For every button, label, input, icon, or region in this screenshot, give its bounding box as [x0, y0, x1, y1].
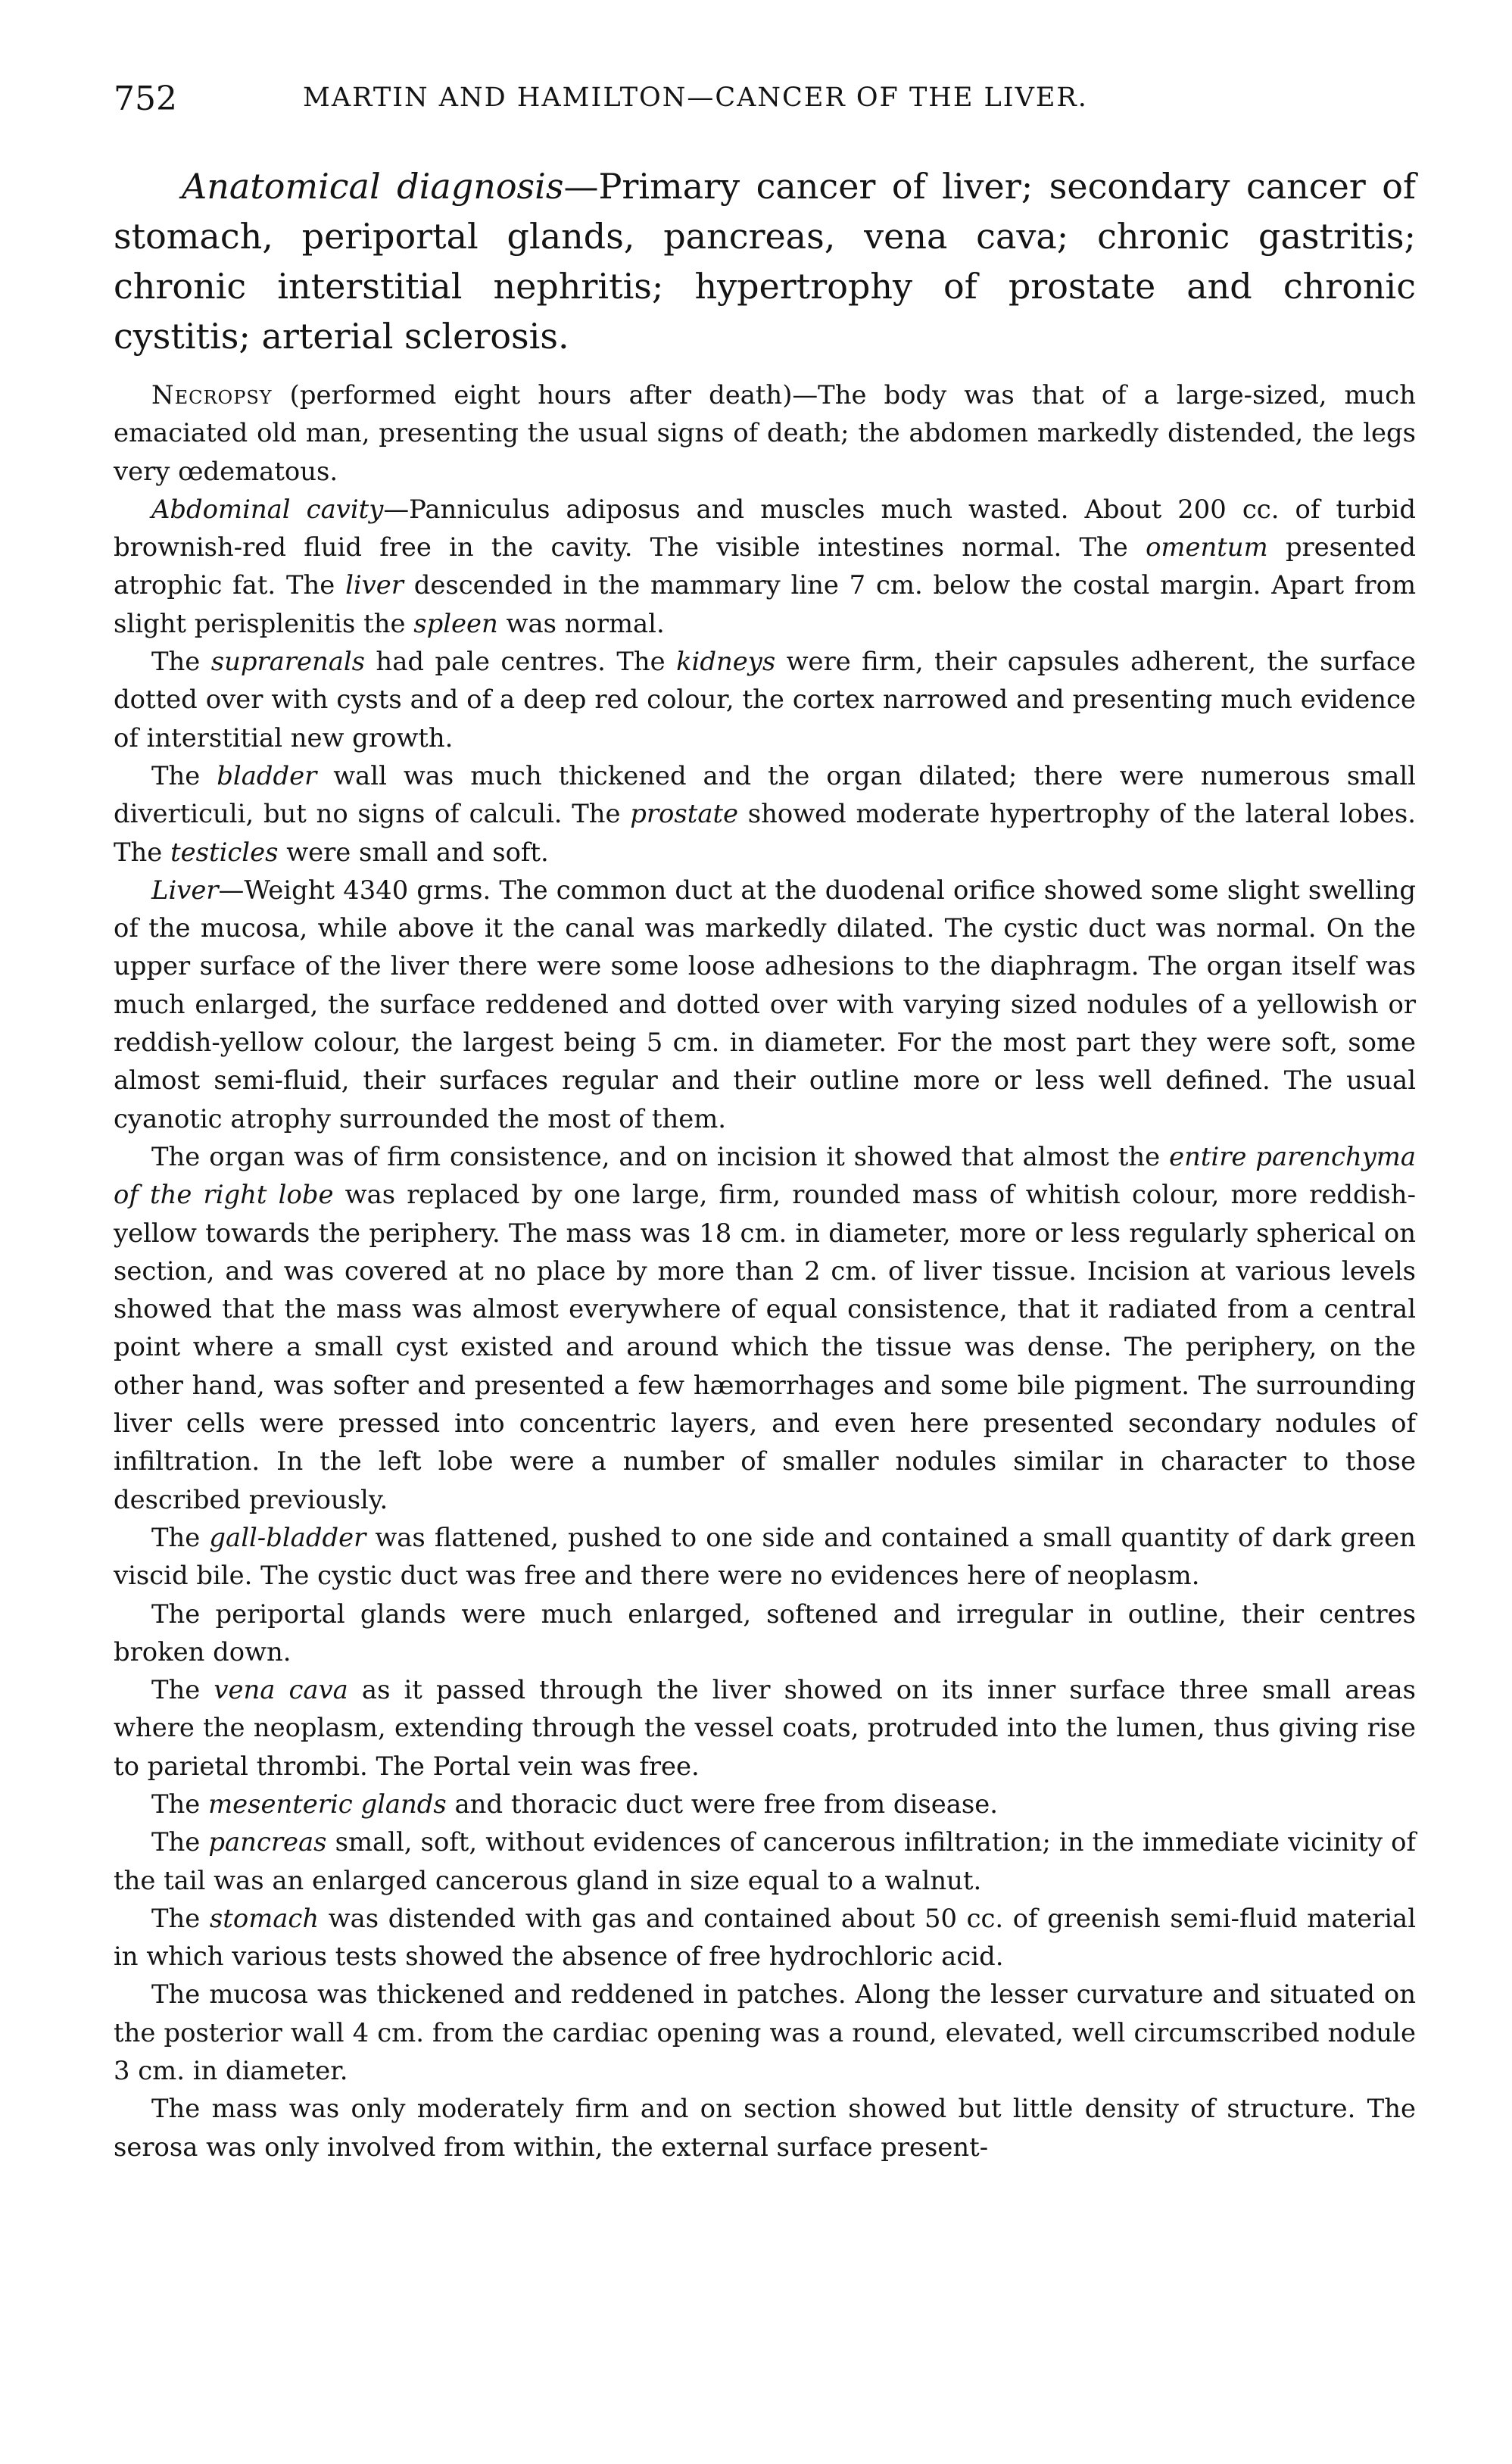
anatomical-diagnosis: [114, 161, 1416, 361]
abdominal-cavity-label: Abdominal cavity: [151, 494, 384, 524]
paragraph-organ: The organ was of firm consistence, and on incision it showed that almost the entire parenchyma of the right lobe was replaced by one large, firm, rounded mass of whitish colour, more reddish-yellow towards the periphery. The mass was 18 cm. in diameter, more or less regularly spherical on section, and was covered at no place by more than 2 cm. of liver tissue. Incision at various levels showed that the mass was almost everywhere of equal consistence, that it radiated from a central point where a small cyst existed and around which the tissue was dense. The periphery, on the other hand, was softer and presented a few hæmorrhages and some bile pigment. The surrounding liver cells were pressed into concentric layers, and even here presented secondary nodules of infiltration. In the left lobe were a number of smaller nodules similar in character to those described previously.: [114, 1141, 1416, 1514]
paragraph-bladder: The bladder wall was much thickened and the organ dilated; there were numerous small diverticuli, but no signs of calculi. The prostate showed moderate hypertrophy of the lateral lobes. The testicles were small and soft.: [114, 760, 1416, 867]
paragraph-necropsy: Necropsy (performed eight hours after death)—The body was that of a large-sized, much emaciated old man, presenting the usual signs of death; the abdomen markedly distended, the legs very œdematous.: [114, 380, 1416, 486]
paragraph-gall-bladder: The gall-bladder was flattened, pushed to one side and contained a small quantity of dark green viscid bile. The cystic duct was free and there were no evidences here of neoplasm.: [114, 1522, 1416, 1591]
paragraph-mesenteric: The mesenteric glands and thoracic duct were free from disease.: [151, 1789, 998, 1819]
liver-label: Liver: [151, 875, 219, 905]
page-header: [114, 80, 1416, 133]
paragraph-stomach: The stomach was distended with gas and contained about 50 cc. of greenish semi-fluid material in which various tests showed the absence of free hydrochloric acid.: [114, 1903, 1416, 1972]
paragraph-liver: Liver—Weight 4340 grms. The common duct at the duodenal orifice showed some slight swelling of the mucosa, while above it the canal was markedly dilated. The cystic duct was normal. On the upper surface of the liver there were some loose adhesions to the diaphragm. The organ itself was much enlarged, the surface reddened and dotted over with varying sized nodules of a yellowish or reddish-yellow colour, the largest being 5 cm. in diameter. For the most part they were soft, some almost semi-fluid, their surfaces regular and their outline more or less well defined. The usual cyanotic atrophy surrounded the most of them.: [114, 875, 1416, 1134]
paragraph-mass: The mass was only moderately firm and on section showed but little density of structure. The serosa was only involved from within, the external surface present-: [114, 2094, 1416, 2162]
paragraph-abdominal-cavity: Abdominal cavity—Panniculus adiposus and muscles much wasted. About 200 cc. of turbid brownish-red fluid free in the cavity. The visible intestines normal. The omentum presented atrophic fat. The liver descended in the mammary line 7 cm. below the costal margin. Apart from slight perisplenitis the spleen was normal.: [114, 494, 1416, 638]
page-number: 752: [114, 80, 177, 118]
paragraph-mucosa: The mucosa was thickened and reddened in patches. Along the lesser curvature and situated on the posterior wall 4 cm. from the cardiac opening was a round, elevated, well circumscribed nodule 3 cm. in diameter.: [114, 1979, 1416, 2086]
running-title: MARTIN AND HAMILTON—CANCER OF THE LIVER.: [303, 83, 1088, 113]
body-text: [114, 376, 1416, 2166]
paragraph-pancreas: The pancreas small, soft, without evidences of cancerous infiltration; in the immediate vicinity of the tail was an enlarged cancerous gland in size equal to a walnut.: [114, 1827, 1416, 1895]
anatomical-diagnosis-label: Anatomical diagnosis: [182, 166, 564, 207]
paragraph-periportal: The periportal glands were much enlarged, softened and irregular in outline, their centres broken down.: [114, 1598, 1416, 1667]
paragraph-suprarenals: The suprarenals had pale centres. The kidneys were firm, their capsules adherent, the surface dotted over with cysts and of a deep red colour, the cortex narrowed and presenting much evidence of interstitial new growth.: [114, 647, 1416, 753]
page: [114, 80, 1416, 2166]
anatomical-diagnosis-text: —Primary cancer of liver; secondary cancer of stomach, periportal glands, pancreas, vena cava; chronic gastritis; chronic interstitial nephritis; hypertrophy of prostate and chronic cystitis; arterial sclerosis.: [114, 166, 1416, 357]
paragraph-vena-cava: The vena cava as it passed through the liver showed on its inner surface three small areas where the neoplasm, extending through the vessel coats, protruded into the lumen, thus giving rise to parietal thrombi. The Portal vein was free.: [114, 1675, 1416, 1781]
necropsy-heading: Necropsy: [151, 380, 273, 410]
